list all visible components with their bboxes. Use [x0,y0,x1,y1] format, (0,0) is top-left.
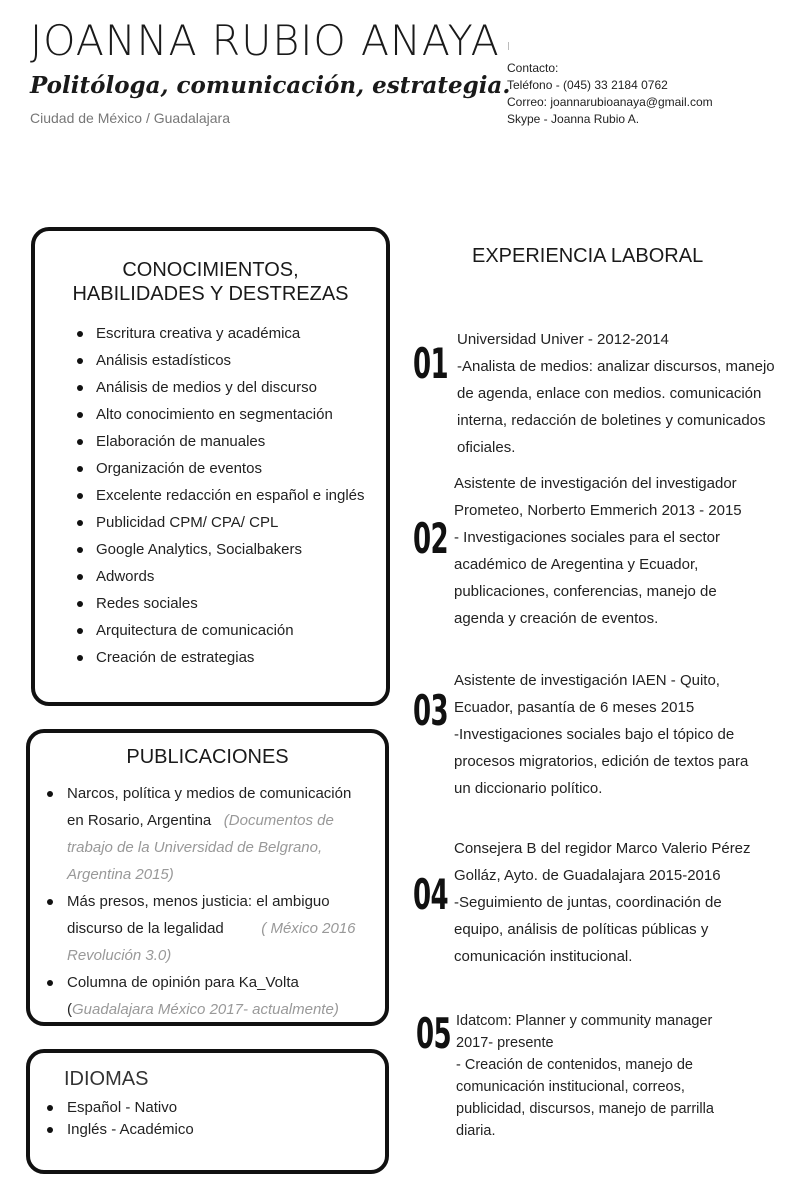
language-item: Inglés - Académico [47,1119,194,1141]
contact-block [507,60,713,128]
contact-email: Correo: joannarubioanaya@gmail.com [507,95,713,109]
experience-number: 04 [413,870,449,919]
experience-number: 02 [413,514,449,563]
skills-box [31,227,390,706]
experience-number: 03 [413,686,449,735]
experience-line: oficiales. [457,439,516,456]
publication-line: Columna de opinión para Ka_Volta [67,974,299,991]
publication-item [47,969,367,1023]
publication-note: Revolución 3.0) [67,947,172,964]
experience-title: EXPERIENCIA LABORAL [472,245,704,267]
experience-line: comunicación institucional, correos, [456,1079,685,1095]
resume-subtitle: Politóloga, comunicación, estrategia. [30,72,511,99]
experience-line: Ecuador, pasantía de 6 meses 2015 [454,699,695,716]
skill-item: Creación de estrategias [77,644,365,671]
experience-line: comunicación institucional. [454,948,633,965]
skills-list [77,320,365,671]
publication-line: Más presos, menos justicia: el ambiguo [67,893,330,910]
experience-line: Prometeo, Norberto Emmerich 2013 - 2015 [454,502,742,519]
publication-note: (Documentos de [223,812,334,829]
publication-item [47,780,367,888]
publication-line: Narcos, política y medios de comunicación [67,785,352,802]
skill-item: Escritura creativa y académica [77,320,365,347]
skill-item: Google Analytics, Socialbakers [77,536,365,563]
experience-line: publicidad, discursos, manejo de parrilla [456,1101,714,1117]
contact-label: Contacto: [507,61,559,75]
skill-item: Alto conocimiento en segmentación [77,401,365,428]
skills-title-line2: HABILIDADES Y DESTREZAS [72,283,349,305]
experience-line: - Investigaciones sociales para el sector [454,529,720,546]
experience-line: Asistente de investigación del investigador [454,475,737,492]
skill-item: Arquitectura de comunicación [77,617,365,644]
experience-line: Idatcom: Planner y community manager [456,1013,713,1029]
experience-entry [456,1010,714,1142]
decorative-tick [508,42,509,50]
skill-item: Elaboración de manuales [77,428,365,455]
experience-line: -Seguimiento de juntas, coordinación de [454,894,722,911]
skills-title [35,258,386,306]
experience-entry [454,667,748,802]
experience-number: 05 [416,1009,452,1058]
languages-title: IDIOMAS [64,1068,149,1090]
experience-line: 2017- presente [456,1035,554,1051]
experience-line: -Analista de medios: analizar discursos, manejo [457,358,775,375]
contact-skype: Skype - Joanna Rubio A. [507,112,640,126]
resume-name: JOANNA RUBIO ANAYA [30,16,500,65]
location: Ciudad de México / Guadalajara [30,110,231,126]
contact-phone: Teléfono - (045) 33 2184 0762 [507,78,668,92]
experience-line: Consejera B del regidor Marco Valerio Pérez [454,840,751,857]
experience-number: 01 [413,339,449,388]
skill-item: Análisis de medios y del discurso [77,374,365,401]
skills-title-line1: CONOCIMIENTOS, [122,259,299,281]
skill-item: Organización de eventos [77,455,365,482]
languages-list [47,1097,194,1141]
skill-item: Adwords [77,563,365,590]
publication-note: Argentina 2015) [67,866,174,883]
experience-line: un diccionario político. [454,780,603,797]
skill-item: Excelente redacción en español e inglés [77,482,365,509]
skill-item: Redes sociales [77,590,365,617]
publications-list [47,780,367,1023]
experience-line: equipo, análisis de políticas públicas y [454,921,709,938]
languages-box [26,1049,389,1174]
experience-line: académico de Aregentina y Ecuador, [454,556,699,573]
publication-note: ( México 2016 [261,920,356,937]
experience-line: publicaciones, conferencias, manejo de [454,583,717,600]
publication-note: Guadalajara México 2017- actualmente) [72,1001,339,1018]
publication-item [47,888,367,969]
experience-line: procesos migratorios, edición de textos para [454,753,749,770]
publications-box [26,729,389,1026]
publication-line: discurso de la legalidad ( México 2016 [67,920,356,937]
experience-entry [454,835,751,970]
experience-line: Golláz, Ayto. de Guadalajara 2015-2016 [454,867,721,884]
publication-note: trabajo de la Universidad de Belgrano, [67,839,323,856]
publication-line: (Guadalajara México 2017- actualmente) [67,1001,339,1018]
publication-line: en Rosario, Argentina (Documentos de [67,812,334,829]
experience-line: Asistente de investigación IAEN - Quito, [454,672,720,689]
experience-line: - Creación de contenidos, manejo de [456,1057,693,1073]
skill-item: Análisis estadísticos [77,347,365,374]
experience-line: agenda y creación de eventos. [454,610,659,627]
language-item: Español - Nativo [47,1097,194,1119]
publications-title: PUBLICACIONES [126,746,289,768]
experience-line: de agenda, enlace con medios. comunicación [457,385,762,402]
experience-line: Universidad Univer - 2012-2014 [457,331,669,348]
experience-line: interna, redacción de boletines y comunicados [457,412,766,429]
experience-entry [457,326,775,461]
skill-item: Publicidad CPM/ CPA/ CPL [77,509,365,536]
experience-line: diaria. [456,1123,496,1139]
experience-entry [454,470,742,632]
experience-line: -Investigaciones sociales bajo el tópico de [454,726,735,743]
